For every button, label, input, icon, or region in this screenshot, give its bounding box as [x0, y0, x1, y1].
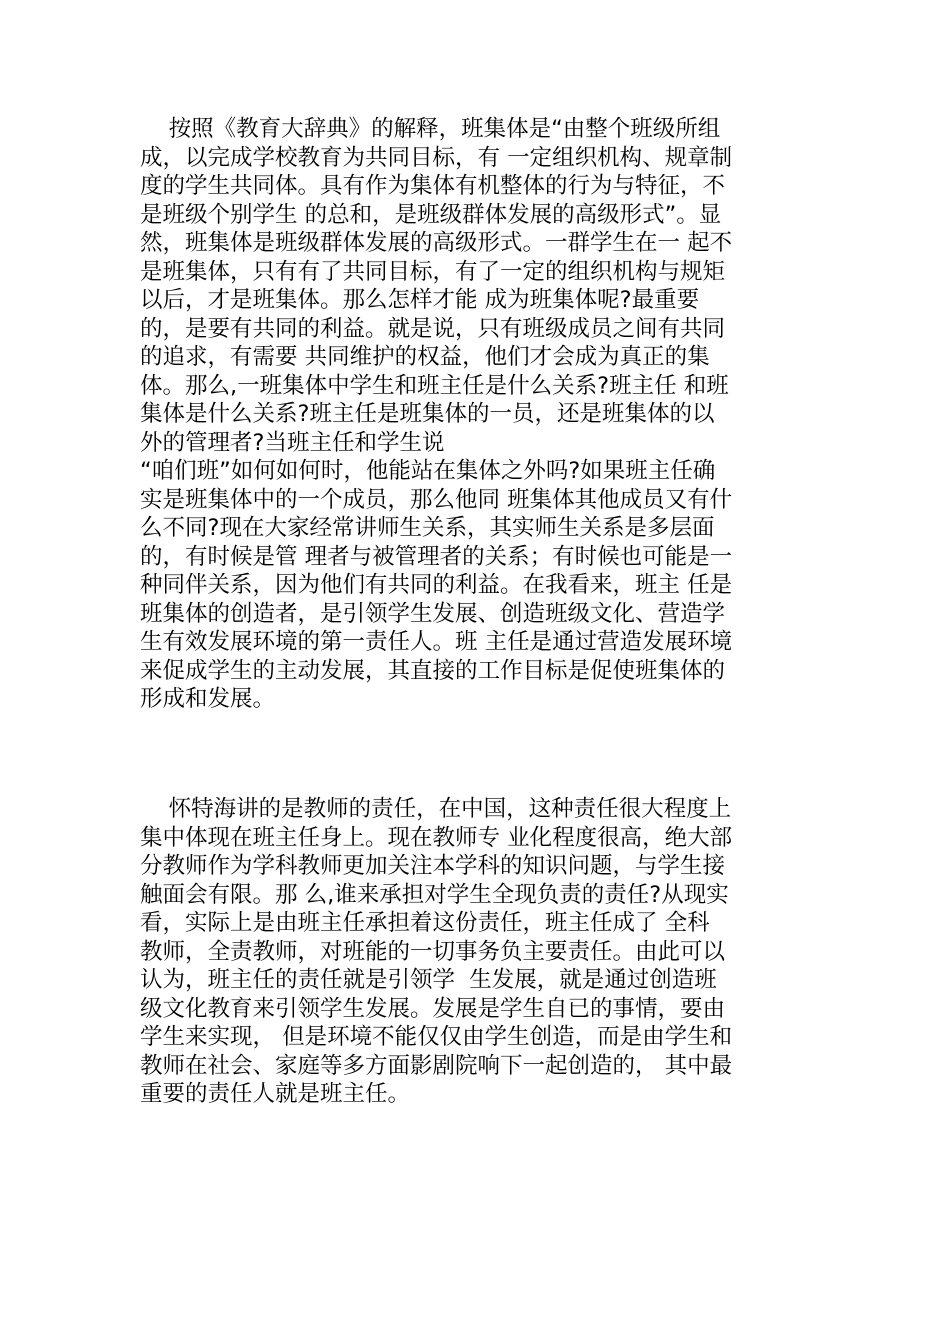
text-line: 认为，班主任的责任就是引领学 生发展，就是通过创造班 — [140, 967, 717, 993]
text-line: 班集体的创造者，是引领学生发展、创造班级文化、营造学 — [140, 600, 726, 627]
text-line: 按照《教育大辞典》的解释，班集体是“由整个班级所组 — [140, 116, 721, 142]
text-line: 集体是什么关系?班主任是班集体的一员，还是班集体的以 — [140, 401, 715, 427]
text-line: 生有效发展环境的第一责任人。班 主任是通过营造发展环境 — [140, 629, 733, 655]
text-line: 的追求，有需要 共同维护的权益，他们才会成为真正的集 — [140, 344, 710, 370]
text-line: 是班集体，只有有了共同目标，有了一定的组织机构与规矩 — [140, 258, 726, 285]
text-line: 学生来实现， 但是环境不能仅仅由学生创造，而是由学生和 — [140, 1024, 733, 1050]
text-line: 体。那么,一班集体中学生和班主任是什么关系?班主任 和班 — [140, 372, 729, 399]
text-line: 是班级个别学生 的总和，是班级群体发展的高级形式”。显 — [140, 201, 722, 228]
text-line: 么不同?现在大家经常讲师生关系，其实师生关系是多层面 — [140, 515, 715, 541]
text-line: 实是班集体中的一个成员，那么他同 班集体其他成员又有什 — [140, 486, 733, 513]
text-line: 来促成学生的主动发展，其直接的工作目标是促使班集体的 — [140, 657, 726, 684]
text-line: 种同伴关系，因为他们有共同的利益。在我看来，班主 任是 — [140, 572, 733, 598]
text-line: 教师在社会、家庭等多方面影剧院响下一起创造的， 其中最 — [140, 1052, 733, 1079]
text-line: 然，班集体是班级群体发展的高级形式。一群学生在一 起不 — [140, 230, 733, 256]
text-line: 的，有时候是管 理者与被管理者的关系；有时候也可能是一 — [140, 543, 733, 570]
text-line: 以后，才是班集体。那么怎样才能 成为班集体呢?最重要 — [140, 287, 700, 313]
text-line: 触面会有限。那 么,谁来承担对学生全现负责的责任?从现实 — [140, 881, 729, 908]
paragraph-teacher-responsibility — [140, 795, 820, 1109]
text-line: 度的学生共同体。具有作为集体有机整体的行为与特征，不 — [140, 173, 726, 199]
text-line: 怀特海讲的是教师的责任，在中国，这种责任很大程度上 — [140, 796, 732, 822]
text-line: 集中体现在班主任身上。现在教师专 业化程度很高，绝大部 — [140, 824, 733, 851]
text-line: 重要的责任人就是班主任。 — [140, 1081, 411, 1107]
text-line: 的，是要有共同的利益。就是说，只有班级成员之间有共同 — [140, 315, 726, 342]
text-line: “咱们班”如何如何时，他能站在集体之外吗?如果班主任确 — [140, 458, 716, 484]
text-line: 级文化教育来引领学生发展。发展是学生自已的事情，要由 — [140, 995, 726, 1022]
text-line: 形成和发展。 — [140, 686, 276, 712]
text-line: 分教师作为学科教师更加关注本学科的知识问题，与学生接 — [140, 853, 726, 879]
text-line: 外的管理者?当班主任和学生说 — [140, 429, 445, 456]
paragraph-class-collective — [140, 115, 820, 714]
text-line: 看，实际上是由班主任承担着这份责任，班主任成了 全科 — [140, 910, 710, 936]
text-line: 教师，全责教师，对班能的一切事务负主要责任。由此可以 — [140, 938, 726, 965]
text-line: 成，以完成学校教育为共同目标，有 一定组织机构、规章制 — [140, 144, 733, 171]
